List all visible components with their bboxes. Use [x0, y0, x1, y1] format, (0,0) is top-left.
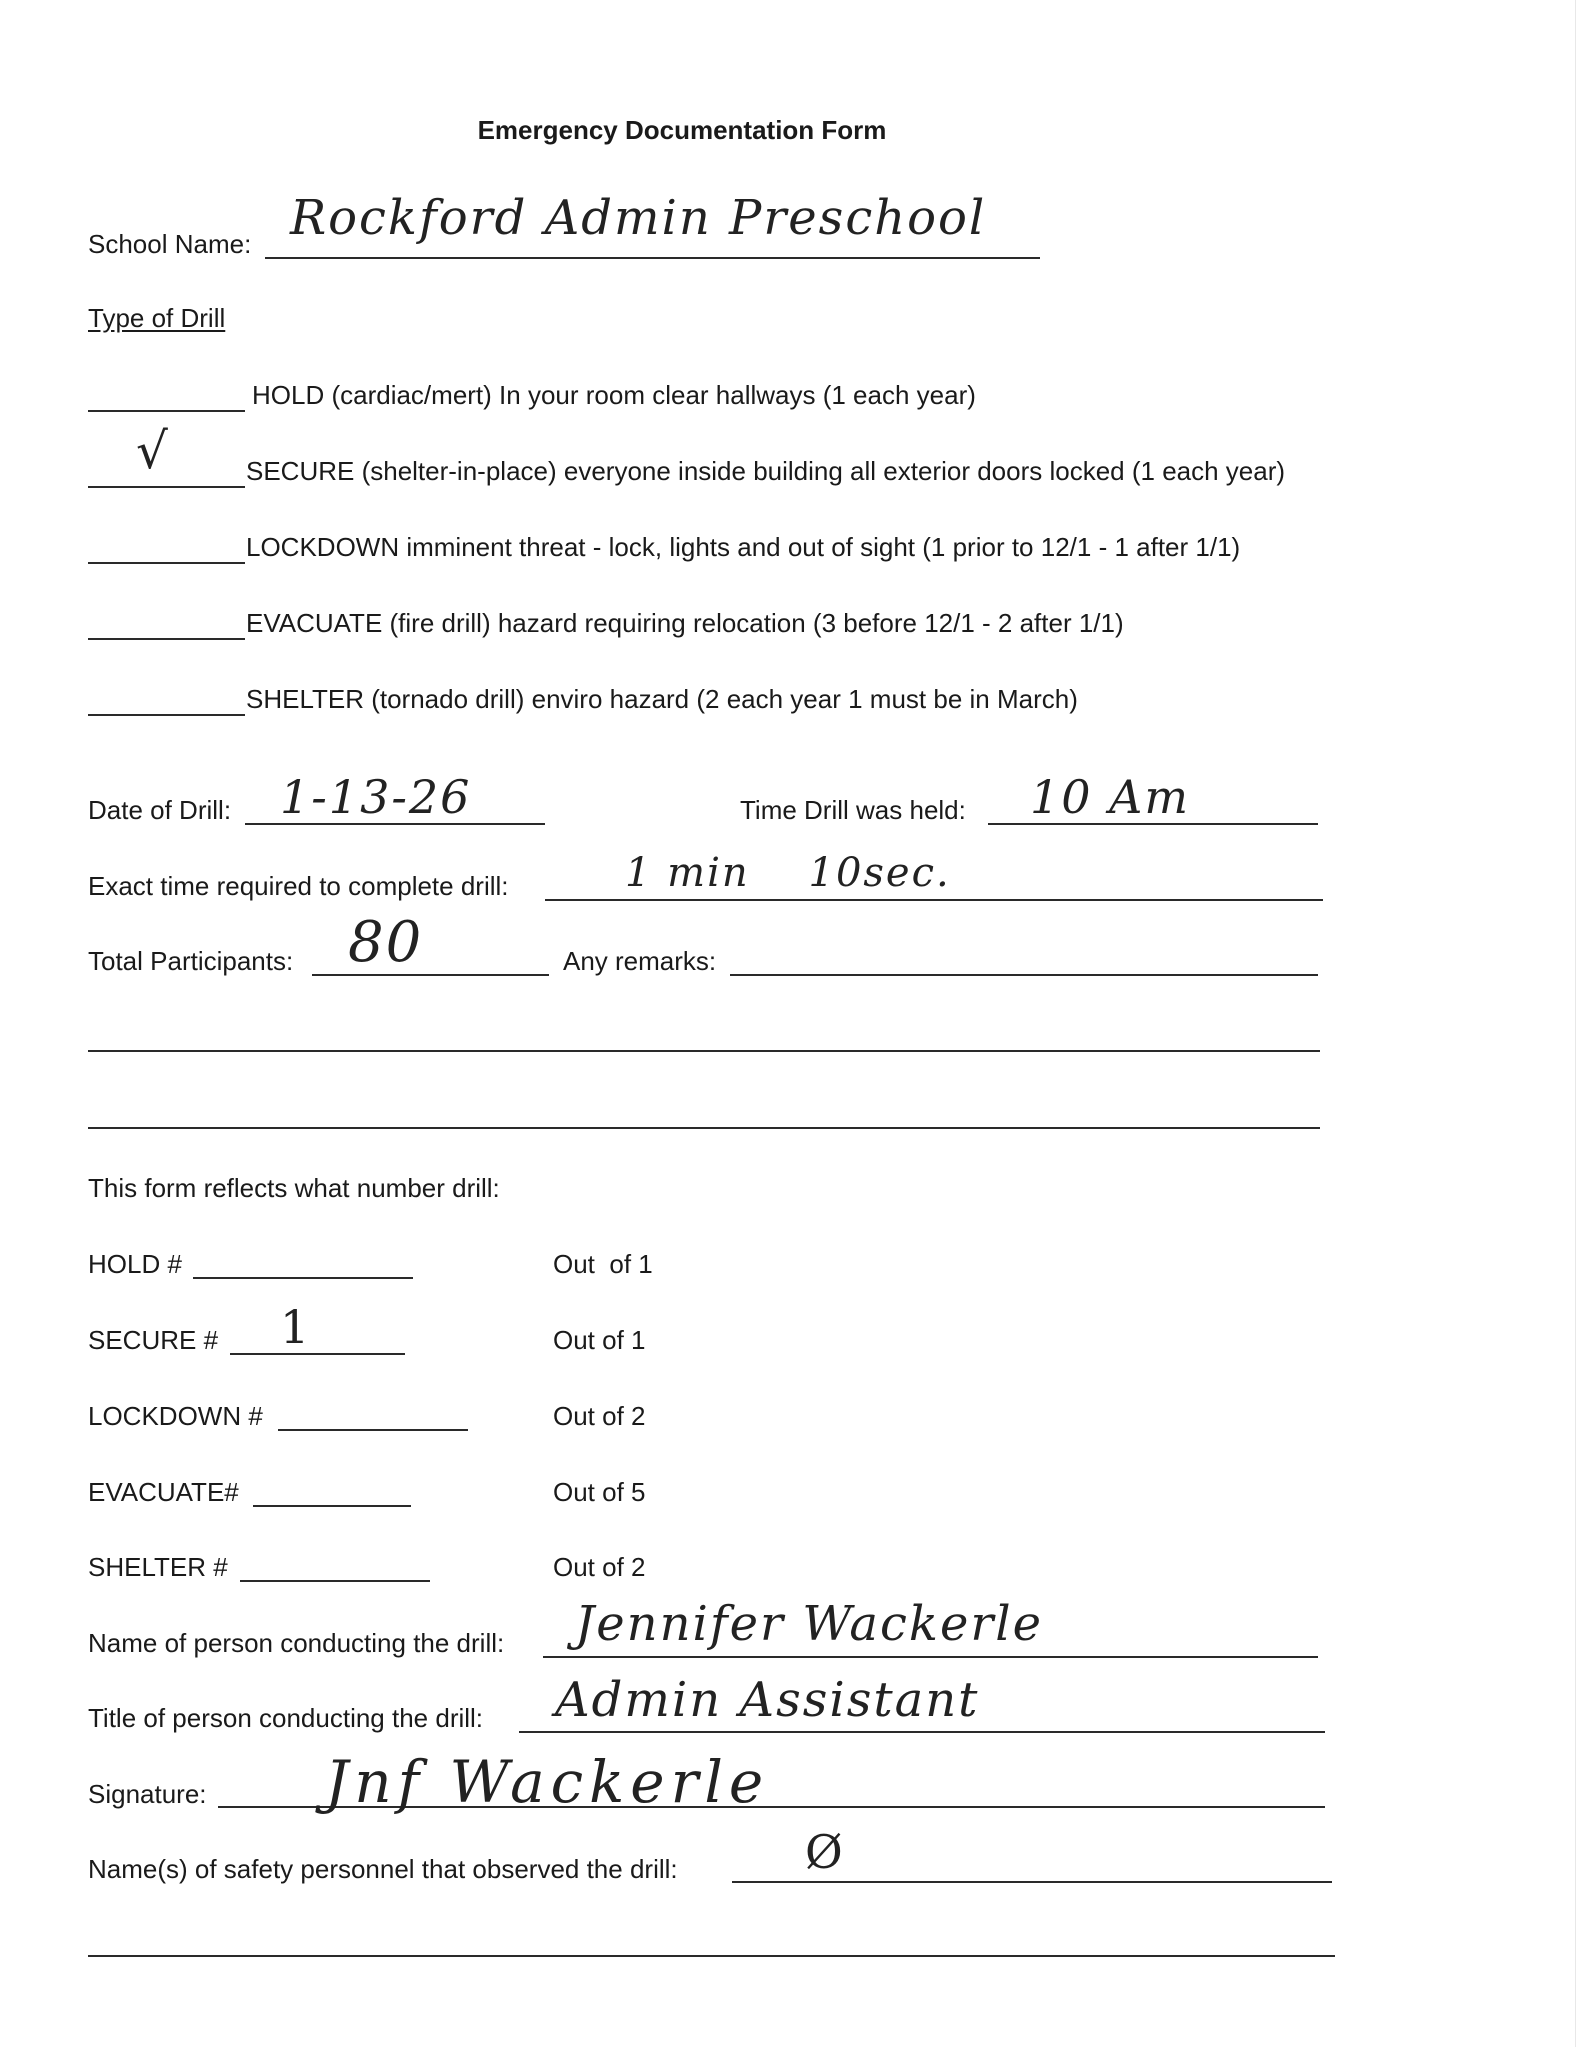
- remarks-field[interactable]: [730, 974, 1318, 976]
- total-participants-label: Total Participants:: [88, 946, 294, 976]
- evacuate-number-field[interactable]: [253, 1505, 411, 1507]
- null-symbol-icon[interactable]: Ø: [805, 1825, 845, 1879]
- remarks-label: Any remarks:: [563, 946, 717, 976]
- scan-edge: [1575, 0, 1576, 2047]
- remarks-line-3[interactable]: [88, 1127, 1320, 1129]
- conductor-name-label: Name of person conducting the drill:: [88, 1628, 505, 1658]
- drill-type-evacuate-label: EVACUATE (fire drill) hazard requiring relocation (3 before 12/1 - 2 after 1/1): [246, 608, 1124, 638]
- safety-personnel-label: Name(s) of safety personnel that observed the drill:: [88, 1854, 678, 1884]
- exact-time-line: [545, 899, 1323, 901]
- drill-type-secure-blank[interactable]: [88, 486, 245, 488]
- drill-type-hold-label: HOLD (cardiac/mert) In your room clear hallways (1 each year): [252, 380, 976, 410]
- total-participants-field[interactable]: 80: [348, 910, 424, 975]
- shelter-number-label: SHELTER #: [88, 1552, 228, 1582]
- drill-type-hold-blank[interactable]: [88, 410, 245, 412]
- lockdown-out-of: Out of 2: [553, 1401, 646, 1431]
- page-title: Emergency Documentation Form: [477, 115, 887, 145]
- drill-type-secure-label: SECURE (shelter-in-place) everyone inside building all exterior doors locked (1 each year): [246, 456, 1286, 486]
- school-name-field-line: [265, 257, 1040, 259]
- lockdown-number-field[interactable]: [278, 1429, 468, 1431]
- secure-number-label: SECURE #: [88, 1325, 219, 1355]
- hold-number-field[interactable]: [193, 1277, 413, 1279]
- signature-label: Signature:: [88, 1779, 207, 1809]
- secure-number-line: [230, 1353, 405, 1355]
- safety-personnel-line-2[interactable]: [88, 1955, 1335, 1957]
- drill-type-shelter-blank[interactable]: [88, 714, 245, 716]
- hold-out-of: Out of 1: [553, 1249, 653, 1279]
- conductor-title-label: Title of person conducting the drill:: [88, 1703, 484, 1733]
- check-mark-icon: √: [136, 422, 168, 480]
- conductor-title-field[interactable]: Admin Assistant: [555, 1672, 980, 1728]
- conductor-title-line: [519, 1731, 1325, 1733]
- school-name-label: School Name:: [88, 229, 252, 259]
- school-name-field[interactable]: Rockford Admin Preschool: [290, 190, 987, 246]
- drill-type-shelter-label: SHELTER (tornado drill) enviro hazard (2 each year 1 must be in March): [246, 684, 1078, 714]
- date-of-drill-field[interactable]: 1-13-26: [280, 770, 472, 824]
- shelter-number-field[interactable]: [240, 1580, 430, 1582]
- evacuate-out-of: Out of 5: [553, 1477, 646, 1507]
- conductor-name-field[interactable]: Jennifer Wackerle: [575, 1596, 1044, 1652]
- exact-time-field[interactable]: 1 min 10sec.: [625, 850, 951, 896]
- evacuate-number-label: EVACUATE#: [88, 1477, 239, 1507]
- drill-number-heading: This form reflects what number drill:: [88, 1173, 500, 1203]
- conductor-name-line: [543, 1656, 1318, 1658]
- secure-number-field[interactable]: 1: [280, 1300, 312, 1354]
- time-held-label: Time Drill was held:: [740, 795, 966, 825]
- shelter-out-of: Out of 2: [553, 1552, 646, 1582]
- date-of-drill-label: Date of Drill:: [88, 795, 232, 825]
- signature-field[interactable]: Jnf Wackerle: [325, 1748, 770, 1816]
- hold-number-label: HOLD #: [88, 1249, 182, 1279]
- secure-out-of: Out of 1: [553, 1325, 646, 1355]
- safety-personnel-line: [732, 1881, 1332, 1883]
- drill-type-lockdown-label: LOCKDOWN imminent threat - lock, lights and out of sight (1 prior to 12/1 - 1 after 1/1): [246, 532, 1241, 562]
- drill-type-lockdown-blank[interactable]: [88, 562, 245, 564]
- type-of-drill-heading: Type of Drill: [88, 303, 226, 333]
- lockdown-number-label: LOCKDOWN #: [88, 1401, 263, 1431]
- remarks-line-2[interactable]: [88, 1050, 1320, 1052]
- time-held-field[interactable]: 10 Am: [1030, 770, 1190, 824]
- drill-type-evacuate-blank[interactable]: [88, 638, 245, 640]
- exact-time-label: Exact time required to complete drill:: [88, 871, 509, 901]
